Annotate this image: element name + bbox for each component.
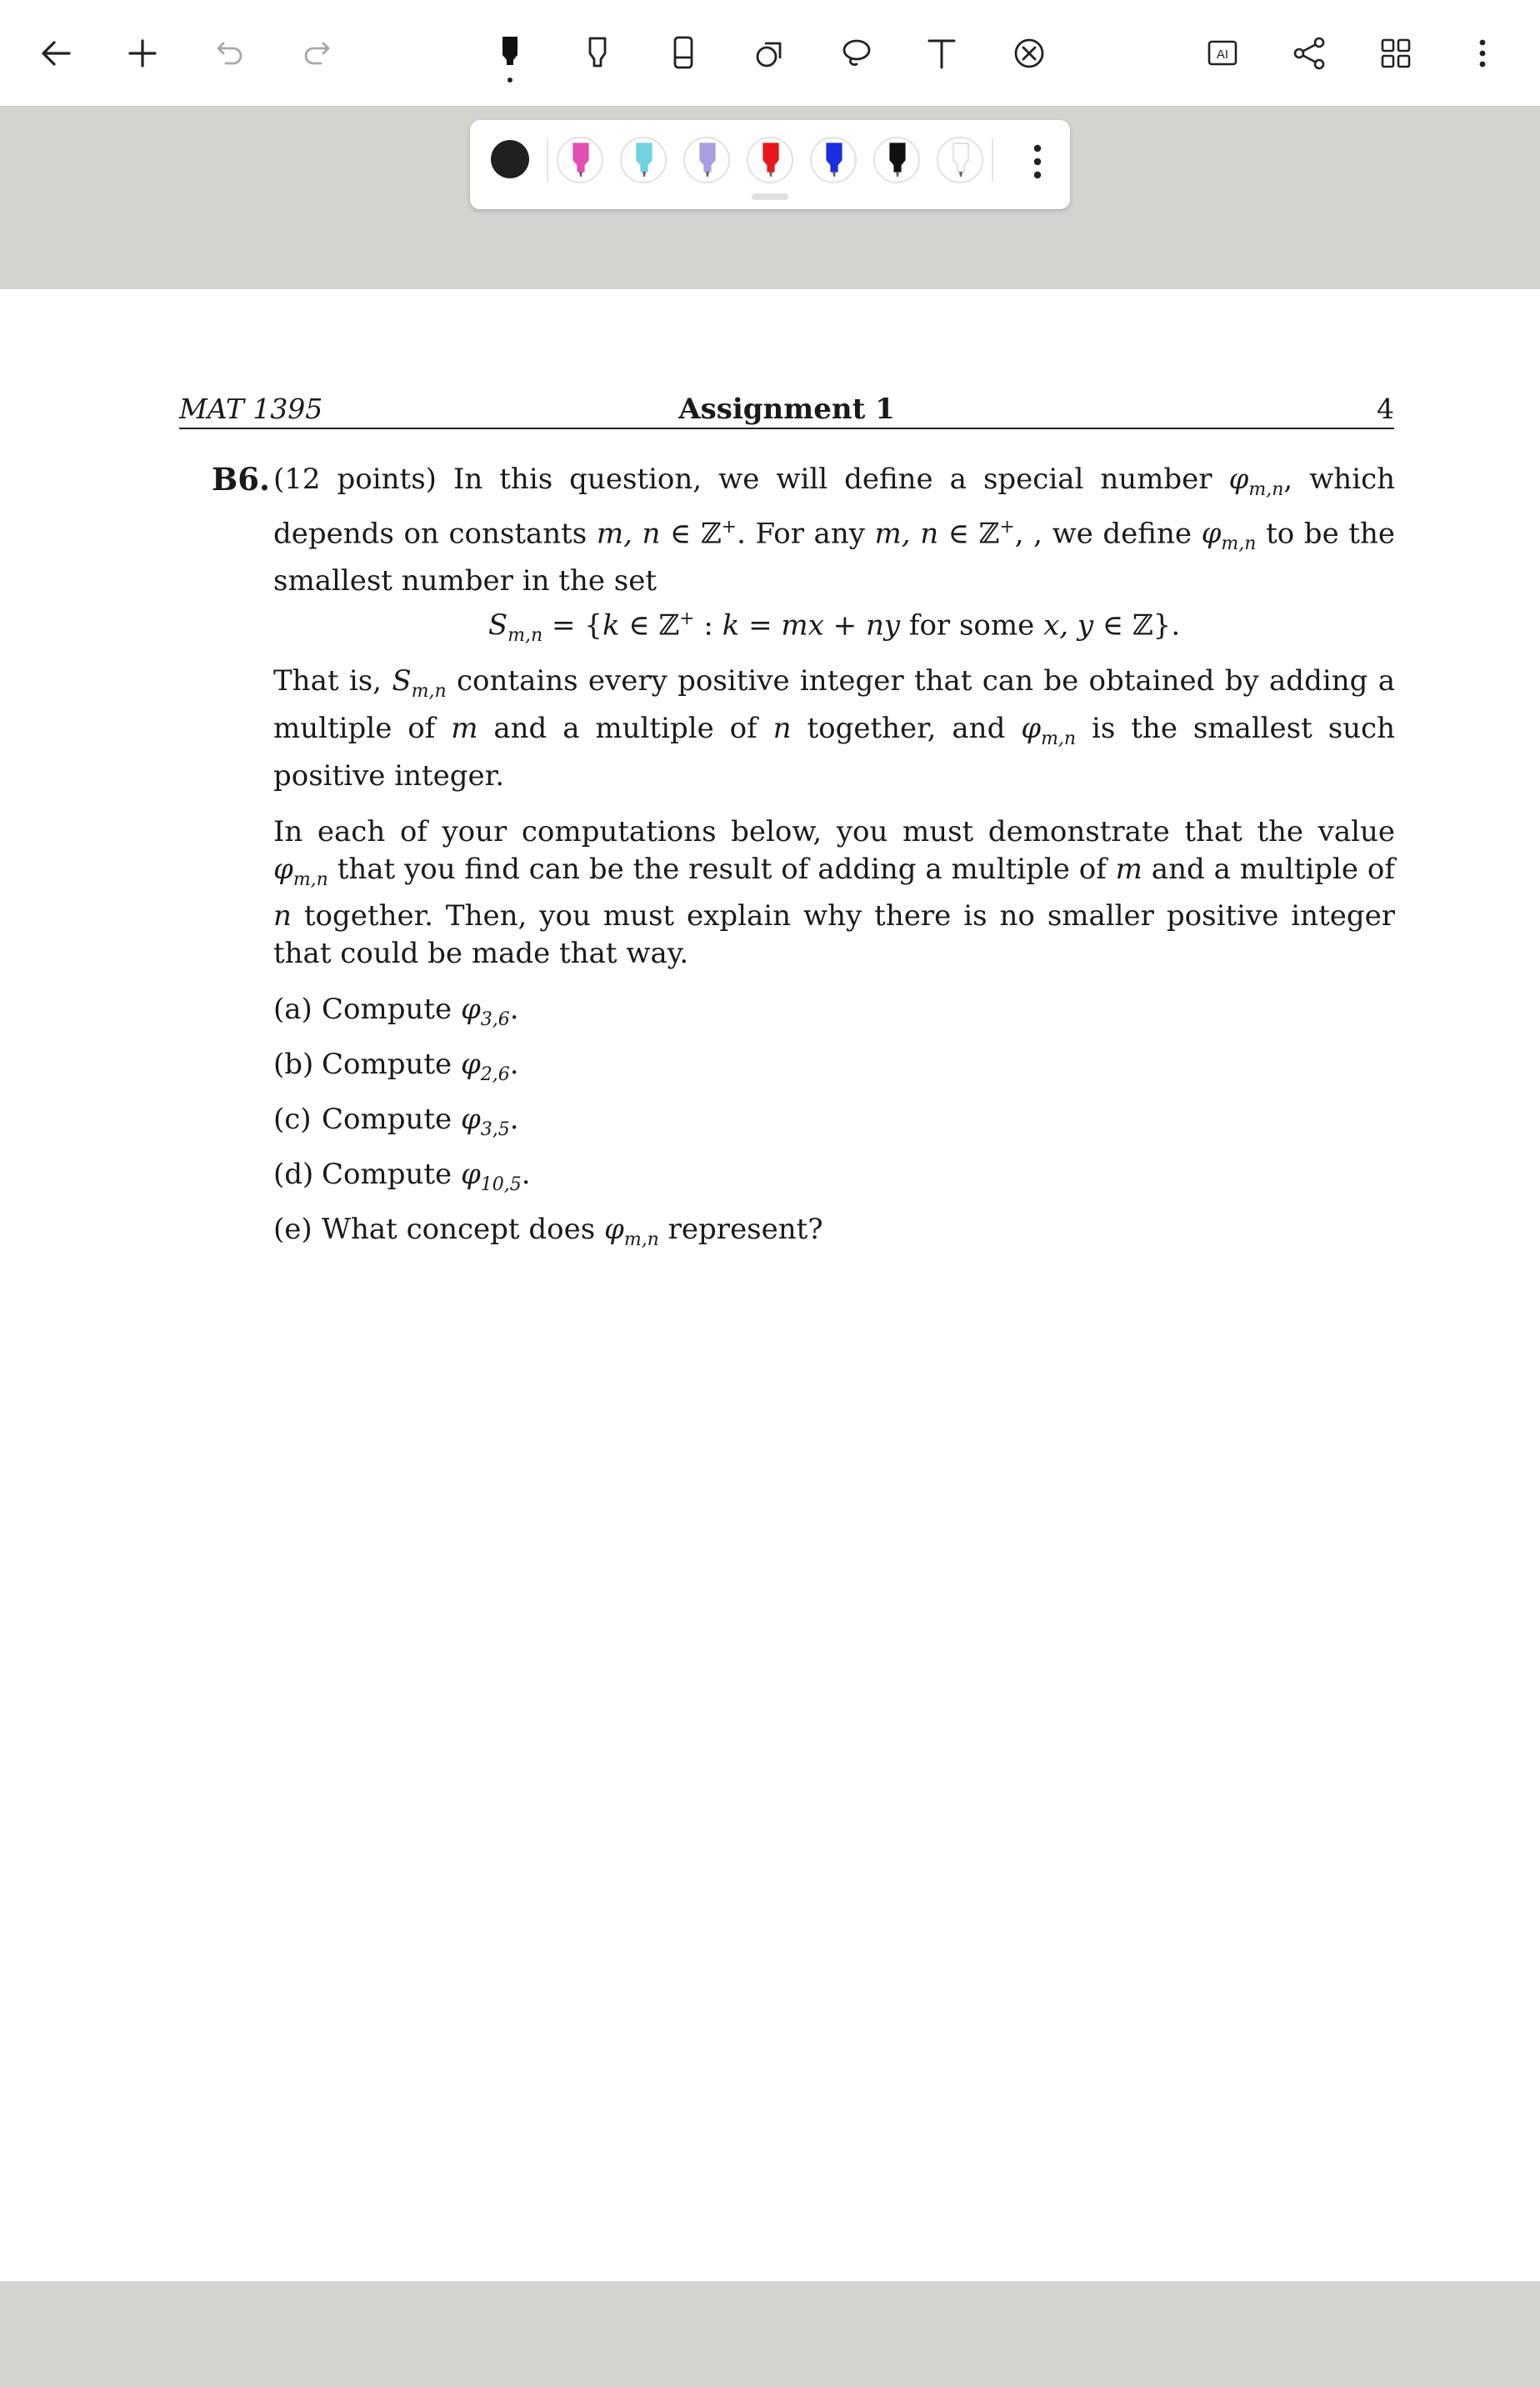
problem-part: (a) Compute $\varphi_{3,6}$. xyxy=(273,993,519,1031)
problem-part: (d) Compute $\varphi_{10,5}$. xyxy=(273,1158,531,1196)
course-code: MAT 1395 xyxy=(179,393,323,425)
ai-icon[interactable] xyxy=(1192,23,1253,84)
problem-instructions: In each of your computations below, you must demonstrate that the value $\varphi_{m,n}$ that you find can be the result of adding a multiple of m and a multiple of n together. Then, you must explain why there is no smaller positive integer that could be made that way. xyxy=(273,814,1396,971)
document-page[interactable] xyxy=(0,289,1540,2281)
pen-lavender-icon xyxy=(696,142,719,180)
problem-part: (b) Compute $\varphi_{2,6}$. xyxy=(273,1048,519,1086)
pen-color-red[interactable] xyxy=(747,137,793,183)
pen-blue-icon xyxy=(822,142,846,180)
share-icon[interactable] xyxy=(1278,23,1340,84)
pen-color-pink[interactable] xyxy=(557,137,603,183)
undo-icon[interactable] xyxy=(200,23,262,84)
highlighter-icon[interactable] xyxy=(567,23,628,84)
page-number: 4 xyxy=(1377,393,1394,425)
pen-color-white[interactable] xyxy=(937,137,983,183)
pen-color-palette xyxy=(470,120,1070,209)
problem-part: (c) Compute $\varphi_{3,5}$. xyxy=(273,1103,519,1141)
back-arrow-icon[interactable] xyxy=(25,23,87,84)
more-icon[interactable] xyxy=(1452,23,1513,84)
page-header xyxy=(179,393,1394,429)
text-icon[interactable] xyxy=(911,23,972,84)
problem-parts xyxy=(273,991,1395,1249)
palette-drag-handle[interactable] xyxy=(752,193,788,200)
pen-color-cyan[interactable] xyxy=(620,137,667,183)
laser-pointer-icon[interactable] xyxy=(998,23,1060,84)
plus-icon[interactable] xyxy=(112,23,173,84)
set-definition: $S_{m,n} = \{k$ ∈ ℤ+ : k = mx + ny for some x, y ∈ ℤ}. xyxy=(488,608,1181,647)
ai-icon-label: AI xyxy=(1216,48,1229,62)
selected-color-swatch[interactable] xyxy=(491,140,529,178)
problem-body xyxy=(273,461,1395,1266)
palette-divider xyxy=(992,138,993,182)
pen-cyan-icon xyxy=(632,142,656,180)
pen-white-icon xyxy=(949,142,972,180)
problem-intro: (12 points) In this question, we will define a special number $\varphi_{m,n}$, which depends on constants m, n ∈ ℤ+. For any m, n ∈ ℤ+, , we define $\varphi_{m,n}$ to be the smallest number in the set xyxy=(273,463,1396,598)
problem-number: B6. xyxy=(212,461,270,498)
pen-pink-icon xyxy=(569,142,592,180)
pen-icon[interactable] xyxy=(479,23,541,84)
pen-color-blue[interactable] xyxy=(810,137,857,183)
lasso-icon[interactable] xyxy=(825,23,887,84)
palette-divider xyxy=(547,138,548,182)
top-toolbar xyxy=(0,0,1540,107)
shapes-icon[interactable] xyxy=(739,23,801,84)
pen-color-black[interactable] xyxy=(873,137,920,183)
active-tool-indicator xyxy=(508,78,512,83)
eraser-icon[interactable] xyxy=(652,23,714,84)
grid-view-icon[interactable] xyxy=(1365,23,1427,84)
palette-more-icon[interactable] xyxy=(1023,138,1052,185)
pen-color-lavender[interactable] xyxy=(683,137,730,183)
problem-explanation: That is, $S_{m,n}$ contains every positive integer that can be obtained by adding a multiple of m and a multiple of n together, and $\varphi_{m,n}$ is the smallest such positive integer. xyxy=(273,664,1395,793)
bottom-canvas-margin xyxy=(0,2281,1540,2387)
pen-red-icon xyxy=(759,142,782,180)
assignment-title: Assignment 1 xyxy=(678,393,895,426)
pen-black-icon xyxy=(886,142,909,180)
redo-icon[interactable] xyxy=(285,23,347,84)
problem-part: (e) What concept does $\varphi_{m,n}$ represent? xyxy=(273,1213,823,1251)
